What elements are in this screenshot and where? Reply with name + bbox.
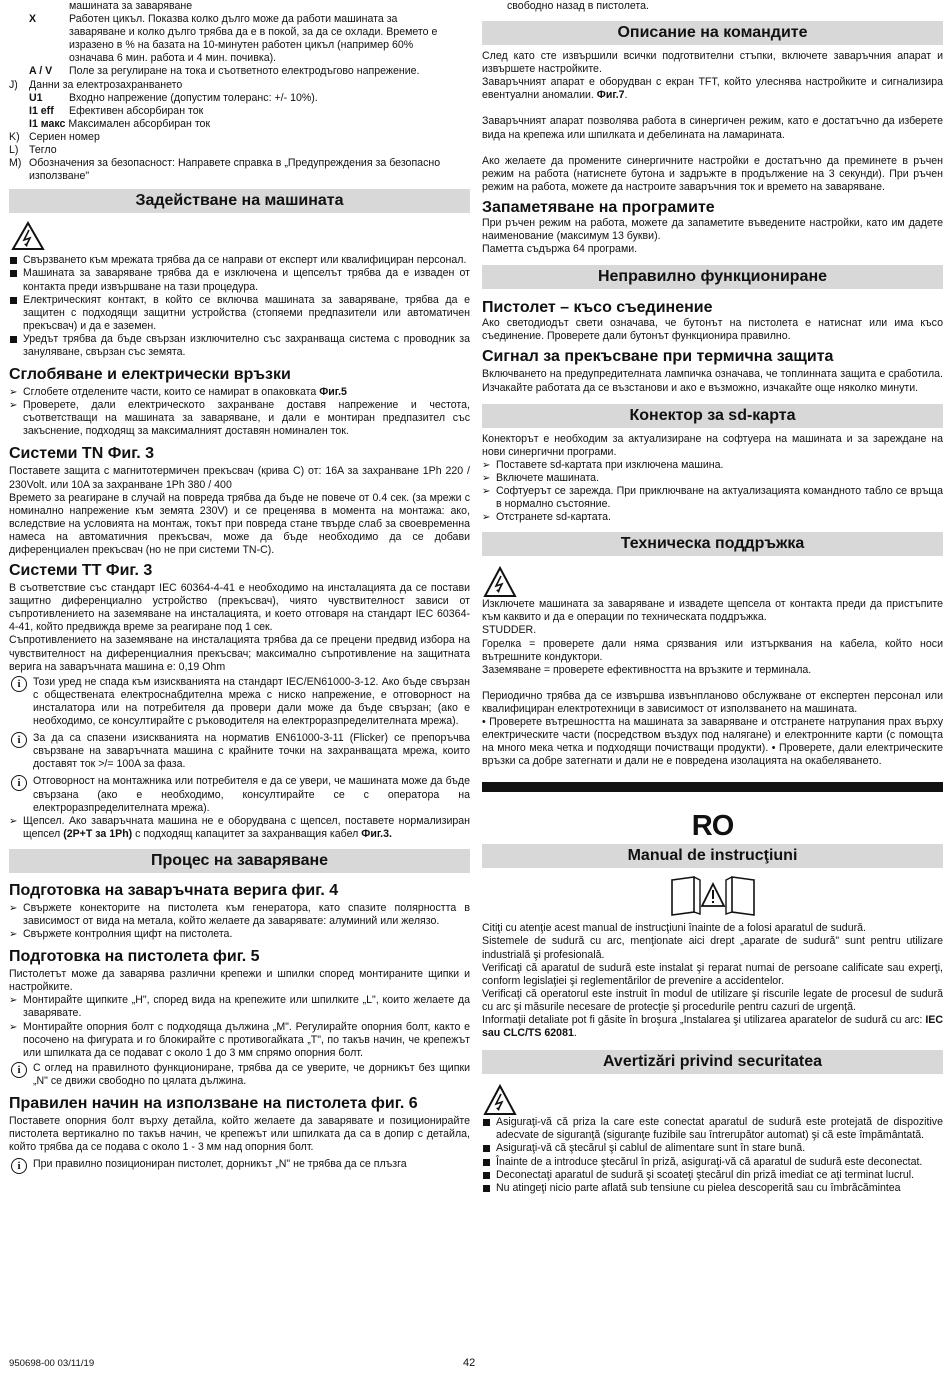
programs-p2: Паметта съдържа 64 програми. (482, 243, 638, 256)
spec-i1eff-text: Ефективен абсорбиран ток (69, 104, 204, 117)
section-title-maintenance: Техническа поддръжка (482, 532, 943, 556)
list-item: ➢ Отстранете sd-картата. (482, 511, 943, 524)
spec-m (9, 157, 470, 183)
left-column (9, 0, 470, 1171)
list-item: Свързването към мрежата трябва да се направи от експерт или квалифициран персонал. (9, 254, 470, 267)
spec-x-text: Работен цикъл. Показва колко дълго може да работи машината за заваряване и колко дълго трябва да е в покой, за да се охлади. Времето е изразено в % на базата на 10-минутен работен цикъл (например 60% означава 6 мин. работа и 4 мин. почивка). (69, 13, 438, 65)
note-2: i За да са спазени изискванията на норматив EN61000-3-11 (Flicker) се препоръчва свързване на заваръчната машина с крайните точки на захранващата мрежа, които доставят ток >/= 100A за фаза. (9, 732, 470, 771)
ro-p3: Verificaţi că aparatul de sudură este instalat şi reparat numai de persoane calificate sau experţi, conform legislaţiei şi reglementărilor de prevenire a accidentelor. (482, 961, 943, 987)
spec-l-label: L) (9, 144, 19, 157)
startup-list (9, 254, 470, 359)
controls-p2: Заваръчният апарат е оборудван с екран TFT, който улеснява настройките и сигнализира евентуални аномалии. Фиг.7. (482, 76, 943, 102)
spec-av-text: Поле за регулиране на тока и съответното електродъгово напрежение. (69, 65, 420, 78)
section-title-gun-use: Правилен начин на използване на пистолета фиг. 6 (9, 1095, 418, 1112)
plug-list (9, 815, 470, 841)
spec-m-text: Обозначения за безопасност: Направете справка в „Предупреждения за безопасно използване" (29, 157, 441, 183)
spec-j-label: J) (9, 78, 18, 91)
info-icon: i (11, 732, 27, 748)
maintenance-p1: Изключете машината за заваряване и извадете щепсела от контакта преди да пристъпите към каквито и да е операции по техническата поддръжка. (482, 598, 943, 624)
thermal-text: Включването на предупредителната лампичка означава, че топлинната защита е сработила. Изчакайте работата да се възстанови и ако е възможно, изчакайте още няколко минути. (482, 368, 943, 394)
ro-p4: Verificaţi că operatorul este instruit în modul de utilizare şi riscurile legate de procesul de sudură cu arc şi măsurile necesare de protecţie şi procedurile pentru cazuri de urgenţă. (482, 987, 943, 1013)
list-item: ➢ Монтирайте щипките „H", според вида на крепежите или шпилките „L", които желаете да заварявате. (9, 994, 470, 1020)
section-title-tt: Системи TT Фиг. 3 (9, 562, 153, 580)
tt-text-2: Съпротивлението на заземяване на инсталацията трябва да се прецени предвид избора на чувствителност на диференциалния прекъсвач; максимално съпротивление на защитната верига на заваръчната машина е: 0,19 Ohm (9, 634, 470, 673)
note-1: i Този уред не спада към изискванията на стандарт IEC/EN61000-3-12. Ако бъде свързан с обществената електроснабдителна мрежа с ниско напрежение, е отговорност на инсталатора или на потребителя да провери дали може да бъде свързан; (ако е необходимо, се консултирайте с ръководителя на електроразпределителната мрежа). (9, 676, 470, 728)
list-item: Deconectaţi aparatul de sudură şi scoateţi ştecărul din priză imediat ce aţi terminat lucrul. (482, 1169, 943, 1182)
spec-k (9, 131, 470, 144)
tn-text-2: Времето за реагиране в случай на повреда трябва да бъде не повече от 0.4 сек. (за мрежи с номинално напрежение към земята 230V) и се преценява в момента на монтажа: ако, вследствие на условията на монтаж, токът при повреда стане твърде слаб за своевременна намеса на автоматичния прекъсвач, може да бъде необходимо да се добави диференциален прекъсвач (но не при системи TN-C). (9, 491, 470, 556)
section-title-sd-card: Конектор за sd-карта (482, 404, 943, 428)
ro-p1: Citiţi cu atenţie acest manual de instrucţiuni înainte de a folosi aparatul de sudură. (482, 922, 866, 935)
spec-x-label: X (29, 13, 37, 26)
list-item: ➢ Включете машината. (482, 472, 943, 485)
list-item: ➢ Сглобете отделените части, които се намират в опаковката Фиг.5 (9, 386, 470, 399)
note-5: i При правилно позициониран пистолет, дорникът „N" не трябва да се плъзга (9, 1158, 470, 1171)
maintenance-p6: • Проверете вътрешността на машината за заваряване и отстранете натрупания прах върху електрическите части (посредством въздух под налягане) и електронните карти (с помощта на много мека четка и подходящи почистващи продукти). • Проверете, дали електрическите връзки са добре затегнати и дали не е повредена изолацията на окабеляването. (482, 716, 943, 768)
assembly-list (9, 386, 470, 438)
electric-hazard-icon (11, 221, 45, 251)
list-item: ➢ Свържете конекторите на пистолета към генератора, като спазите полярността в зависимост от вида на метала, който желаете да заварявате: алуминий или желязо. (9, 902, 470, 928)
note-4: i С оглед на правилното функциониране, трябва да се уверите, че дорникът без щипки „N" се движи свободно по цялата дължина. (9, 1062, 470, 1088)
circuit-list (9, 902, 470, 941)
tt-text: В съответствие със стандарт IEC 60364-4-41 е необходимо на инсталацията да се постави защитно диференциално устройство (прекъсвач), чиято чувствителност зависи от съпротивлението на заземяване на инсталацията, и което отговаря на стандарт IEC 60364-4-41, който предвижда време за реагиране под 1 сек. (9, 582, 470, 634)
spec-l (9, 144, 470, 157)
tn-text: Поставете защита с магнитотермичен прекъсвач (крива C) от: 16A за захранване 1Ph 220 / 230Volt. или 10A за захранване 1Ph 380 / 400 (9, 465, 470, 491)
spec-i1max-label: I1 макс (29, 117, 66, 130)
section-title-ro-manual: Manual de instrucţiuni (482, 844, 943, 868)
section-title-circuit: Подготовка на заваръчната верига фиг. 4 (9, 881, 339, 899)
maintenance-p5: Периодично трябва да се извършва извънпланово обслужване от експертен персонал или квалифициран електротехници в зависимост от използването на машината. (482, 689, 943, 715)
right-column (482, 0, 943, 1195)
list-item: Уредът трябва да бъде свързан изключително със захранваща система с проводник за зануляване, свързан със земята. (9, 333, 470, 359)
language-code: RO (691, 810, 734, 843)
spec-av-label: A / V (29, 65, 53, 78)
list-item: ➢ Щепсел. Ако заваръчната машина не е оборудвана с щепсел, поставете нормализиран щепсел (2P+T за 1Ph) с подходящ капацитет за захранващия кабел Фиг.3. (9, 815, 470, 841)
section-title-tn: Системи TN Фиг. 3 (9, 445, 155, 463)
maintenance-p4: Заземяване = проверете ефективността на връзките и терминала. (482, 663, 812, 676)
spec-av (9, 65, 470, 78)
top-line: свободно назад в пистолета. (507, 0, 649, 12)
list-item: ➢ Поставете sd-картата при изключена машина. (482, 459, 943, 472)
document-code: 950698-00 03/11/19 (9, 1358, 95, 1369)
spec-i1eff (9, 105, 470, 118)
section-title-thermal: Сигнал за прекъсване при термична защита (482, 348, 834, 366)
info-icon: i (11, 775, 27, 791)
programs-p1: При ръчен режим на работа, можете да запаметите въведените настройки, като им дадете наименование (максимум 13 букви). (482, 216, 943, 243)
section-title-controls: Описание на командите (482, 21, 943, 45)
section-title-programs: Запаметяване на програмите (482, 198, 715, 216)
gun-prep-text: Пистолетът може да заварява различни крепежи и шпилки според монтираните щипки и настройките. (9, 968, 470, 994)
list-item: ➢ Проверете, дали електрическото захранване доставя напрежение и честота, съответстващи на машината за заваряване, и дали е монтиран предпазител със закъснение, подходящ за максималният доставян номинален ток. (9, 399, 470, 438)
section-title-short-circuit: Пистолет – късо съединение (482, 299, 713, 317)
spec-k-label: K) (9, 130, 20, 143)
list-item: Nu atingeţi nicio parte aflată sub tensiune cu pielea descoperită sau cu îmbrăcămintea (482, 1182, 943, 1195)
ro-p5: Informaţii detaliate pot fi găsite în broşura „Instalarea şi utilizarea aparatelor de sudură cu arc: IEC sau CLC/TS 62081. (482, 1014, 943, 1040)
electric-hazard-icon (483, 1084, 517, 1116)
language-divider (482, 782, 943, 792)
info-icon: i (11, 1062, 27, 1078)
spec-i1eff-label: I1 eff (29, 104, 54, 117)
gun-prep-list (9, 994, 470, 1059)
page-number: 42 (463, 1357, 476, 1369)
electric-hazard-icon (483, 566, 517, 598)
read-manual-icon (670, 876, 756, 916)
list-item: Електрическият контакт, в който се включва машината за заваряване, трябва да е защитен с подходящи защитни устройства (стопяеми предпазители или автоматичен прекъсвач) и да е заземен. (9, 294, 470, 333)
spec-i1max (9, 118, 470, 131)
spec-l-text: Тегло (29, 144, 57, 157)
section-title-gun-prep: Подготовка на пистолета фиг. 5 (9, 948, 260, 966)
controls-p1: След като сте извършили всички подготвителни стъпки, включете заваръчния апарат и извършете настройките. (482, 50, 943, 76)
sd-card-list (482, 459, 943, 524)
list-item: ➢ Монтирайте опорния болт с подходяща дължина „M". Регулирайте опорния болт, както е посочено на фигурата и го блокирайте с противогайката „T", по такъв начин, че крепежът или шпилката да се подават с около 1 до 3 мм спрямо опорния болт. (9, 1021, 470, 1060)
section-title-malfunction: Неправилно функциониране (482, 265, 943, 289)
controls-p4: Ако желаете да промените синергичните настройки е достатъчно да преминете в ръчен режим на работа (натиснете бутона и задръжте в продължение на 3 секунди). При ръчен режим на работа, можете да настроите заваръчния ток и времето на заваряване. (482, 154, 943, 193)
spec-x (9, 13, 470, 65)
sd-card-text: Конекторът е необходим за актуализиране на софтуера на машината и за зареждане на нови синергични програми. (482, 432, 943, 458)
spec-i1max-text: Максимален абсорбиран ток (68, 117, 211, 130)
section-title-ro-safety: Avertizări privind securitatea (482, 1050, 943, 1074)
spec-j-text: Данни за електрозахранването (29, 78, 183, 91)
spec-u1-text: Входно напрежение (допустим толеранс: +/- 10%). (69, 91, 318, 104)
spec-u1-label: U1 (29, 91, 43, 104)
controls-p3: Заваръчният апарат позволява работа в синергичен режим, като е достатъчно да изберете вида на крепежа или шпилката и дебелината на ламарината. (482, 115, 943, 141)
ro-safety-list (482, 1116, 943, 1195)
spec-j (9, 79, 470, 92)
maintenance-p3: Горелка = проверете дали няма срязвания или изтърквания на кабела, който носи вътрешните кондуктори. (482, 637, 943, 663)
maintenance-p2: STUDDER. (482, 624, 537, 637)
list-item: Машината за заваряване трябва да е изключена и щепселът трябва да е изваден от контакта преди извършване на тази процедура. (9, 267, 470, 293)
list-item: Înainte de a introduce ştecărul în priză, asiguraţi-vă că aparatul de sudură este deconectat. (482, 1156, 943, 1169)
section-title-startup: Задействане на машината (9, 189, 470, 213)
top-line: машината за заваряване (69, 0, 193, 12)
spec-u1 (9, 92, 470, 105)
list-item: Asiguraţi-vă că ştecărul şi cablul de alimentare sunt în stare bună. (482, 1142, 943, 1155)
ro-p2: Sistemele de sudură cu arc, menţionate aici drept „aparate de sudură" sunt pentru utilizare industrială şi profesională. (482, 935, 943, 961)
short-circuit-text: Ако светодиодът свети означава, че бутонът на пистолета е натиснат или има късо съединение. Проверете дали бутонът функционира правилно. (482, 317, 943, 343)
info-icon: i (11, 1158, 27, 1174)
gun-use-text: Поставете опорния болт върху детайла, който желаете да заварявате и позиционирайте пистолета вертикално по такъв начин, че крепежът или шпилката да са в допир с детайла, който трябва да се подава с около 1 - 3 мм над опорния болт. (9, 1115, 470, 1154)
section-title-welding: Процес на заваряване (9, 849, 470, 873)
note-3: i Отговорност на монтажника или потребителя е да се увери, че машината може да бъде свързана (ако е необходимо, консултирайте се с оператора на електроразпределителната мрежа). (9, 775, 470, 814)
spec-k-text: Сериен номер (29, 130, 100, 143)
info-icon: i (11, 676, 27, 692)
list-item: ➢ Свържете контролния щифт на пистолета. (9, 928, 470, 941)
list-item: ➢ Софтуерът се зарежда. При приключване на актуализацията командното табло се връща в нормално състояние. (482, 485, 943, 511)
section-title-assembly: Сглобяване и електрически връзки (9, 366, 291, 384)
spec-m-label: M) (9, 157, 22, 170)
list-item: Asiguraţi-vă că priza la care este conectat aparatul de sudură este protejată de dispozitive adecvate de siguranţă (siguranţe fuzibile sau întrerupător automat) şi că este împământată. (482, 1116, 943, 1142)
